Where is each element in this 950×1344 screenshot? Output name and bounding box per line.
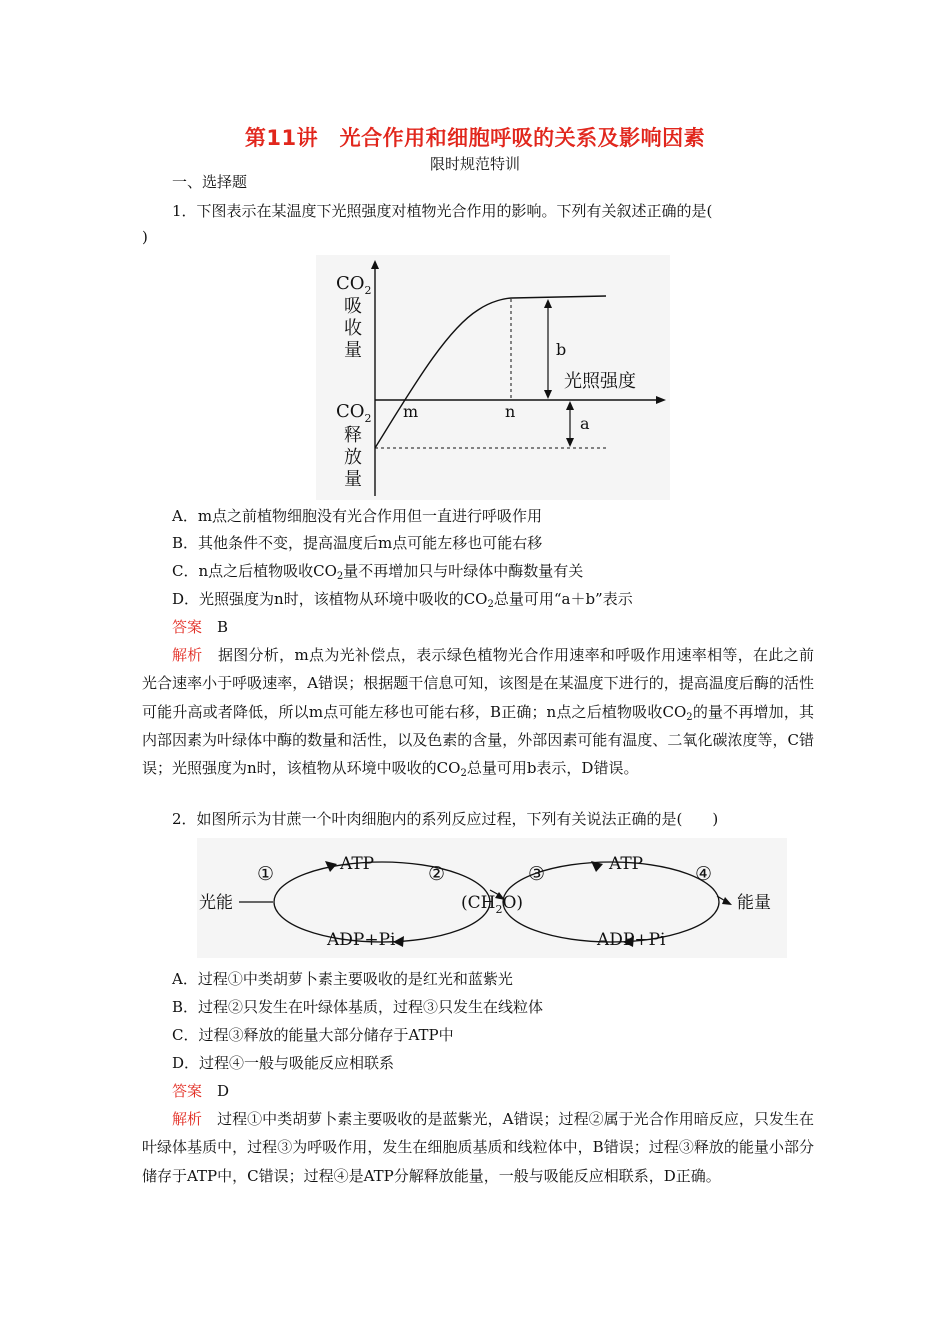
q2-energy-cycle-diagram (197, 838, 787, 958)
q2-analysis: 解析 过程①中类胡萝卜素主要吸收的是蓝紫光，A错误；过程②属于光合作用暗反应，只发生在叶绿体基质中，过程③为呼吸作用，发生在细胞质基质和线粒体中，B错误；过程③释放的能量小部分储存于ATP中，C错误；过程④是ATP分解释放能量，一般与吸能反应相联系，D正确。 (142, 1110, 814, 1185)
step4-label: ④ (695, 863, 713, 885)
q2-stem: 2．如图所示为甘蔗一个叶肉细胞内的系列反应过程，下列有关说法正确的是( ) (172, 810, 719, 828)
step3-label: ③ (528, 863, 546, 885)
atp-left-label: ATP (340, 854, 375, 874)
q2-option-b: B．过程②只发生在叶绿体基质，过程③只发生在线粒体 (172, 998, 544, 1016)
point-m-label: m (403, 402, 419, 421)
y-bottom-co2: $CO_2$ (336, 401, 372, 425)
q2-option-c: C．过程③释放的能量大部分储存于ATP中 (172, 1026, 454, 1044)
q2-answer: 答案 D (172, 1082, 230, 1100)
a-label: a (580, 414, 590, 433)
q1-option-b: B．其他条件不变，提高温度后m点可能左移也可能右移 (172, 534, 543, 552)
y-bottom-char-3: 量 (344, 469, 362, 490)
q1-stem-line2: ) (142, 228, 148, 246)
light-energy-label: 光能 (199, 893, 233, 913)
q1-answer: 答案 B (172, 618, 229, 636)
q1-photosynthesis-graph (316, 255, 670, 500)
b-label: b (556, 340, 567, 359)
y-bottom-char-2: 放 (344, 447, 362, 468)
section-heading: 一、选择题 (172, 173, 248, 191)
adp-right-label: ADP+Pi (597, 930, 666, 950)
q1-option-a: A．m点之前植物细胞没有光合作用但一直进行呼吸作用 (172, 507, 543, 525)
y-top-co2: $CO_2$ (336, 273, 372, 297)
page-subtitle: 限时规范特训 (429, 155, 520, 173)
ch2o-label: $(CH_2O)$ (461, 893, 524, 916)
y-top-char-2: 收 (344, 318, 362, 339)
energy-label: 能量 (737, 893, 771, 913)
adp-left-label: ADP+Pi (327, 930, 396, 950)
q2-option-a: A．过程①中类胡萝卜素主要吸收的是红光和蓝紫光 (172, 970, 513, 988)
q1-option-c: C．n点之后植物吸收$CO_2$量不再增加只与叶绿体中酶数量有关 (172, 562, 584, 582)
step1-label: ① (257, 863, 275, 885)
page-title: 第11讲 光合作用和细胞呼吸的关系及影响因素 (244, 126, 706, 150)
step2-label: ② (428, 863, 446, 885)
y-top-char-3: 量 (344, 340, 362, 361)
atp-right-label: ATP (609, 854, 644, 874)
q2-option-d: D．过程④一般与吸能反应相联系 (172, 1054, 395, 1072)
y-bottom-char-1: 释 (344, 425, 362, 446)
x-axis-label: 光照强度 (564, 371, 636, 392)
q1-stem-line1: 1．下图表示在某温度下光照强度对植物光合作用的影响。下列有关叙述正确的是( (172, 202, 713, 220)
point-n-label: n (505, 402, 516, 421)
y-top-char-1: 吸 (344, 296, 362, 317)
q1-analysis: 解析 据图分析，m点为光补偿点，表示绿色植物光合作用速率和呼吸作用速率相等，在此之前光合速率小于呼吸速率，A错误；根据题干信息可知，该图是在某温度下进行的，提高温度后酶的活性可能升高或者降低，所以m点可能左移也可能右移，B正确；n点之后植物吸收$CO_2$的量不再增加，其内部因素为叶绿体中酶的数量和活性，以及色素的含量，外部因素可能有温度、二氧化碳浓度等，C错误；光照强度为n时，该植物从环境中吸收的$CO_2$总量可用b表示，D错误。 (142, 646, 814, 780)
q1-option-d: D．光照强度为n时，该植物从环境中吸收的$CO_2$总量可用“a＋b”表示 (172, 590, 633, 610)
